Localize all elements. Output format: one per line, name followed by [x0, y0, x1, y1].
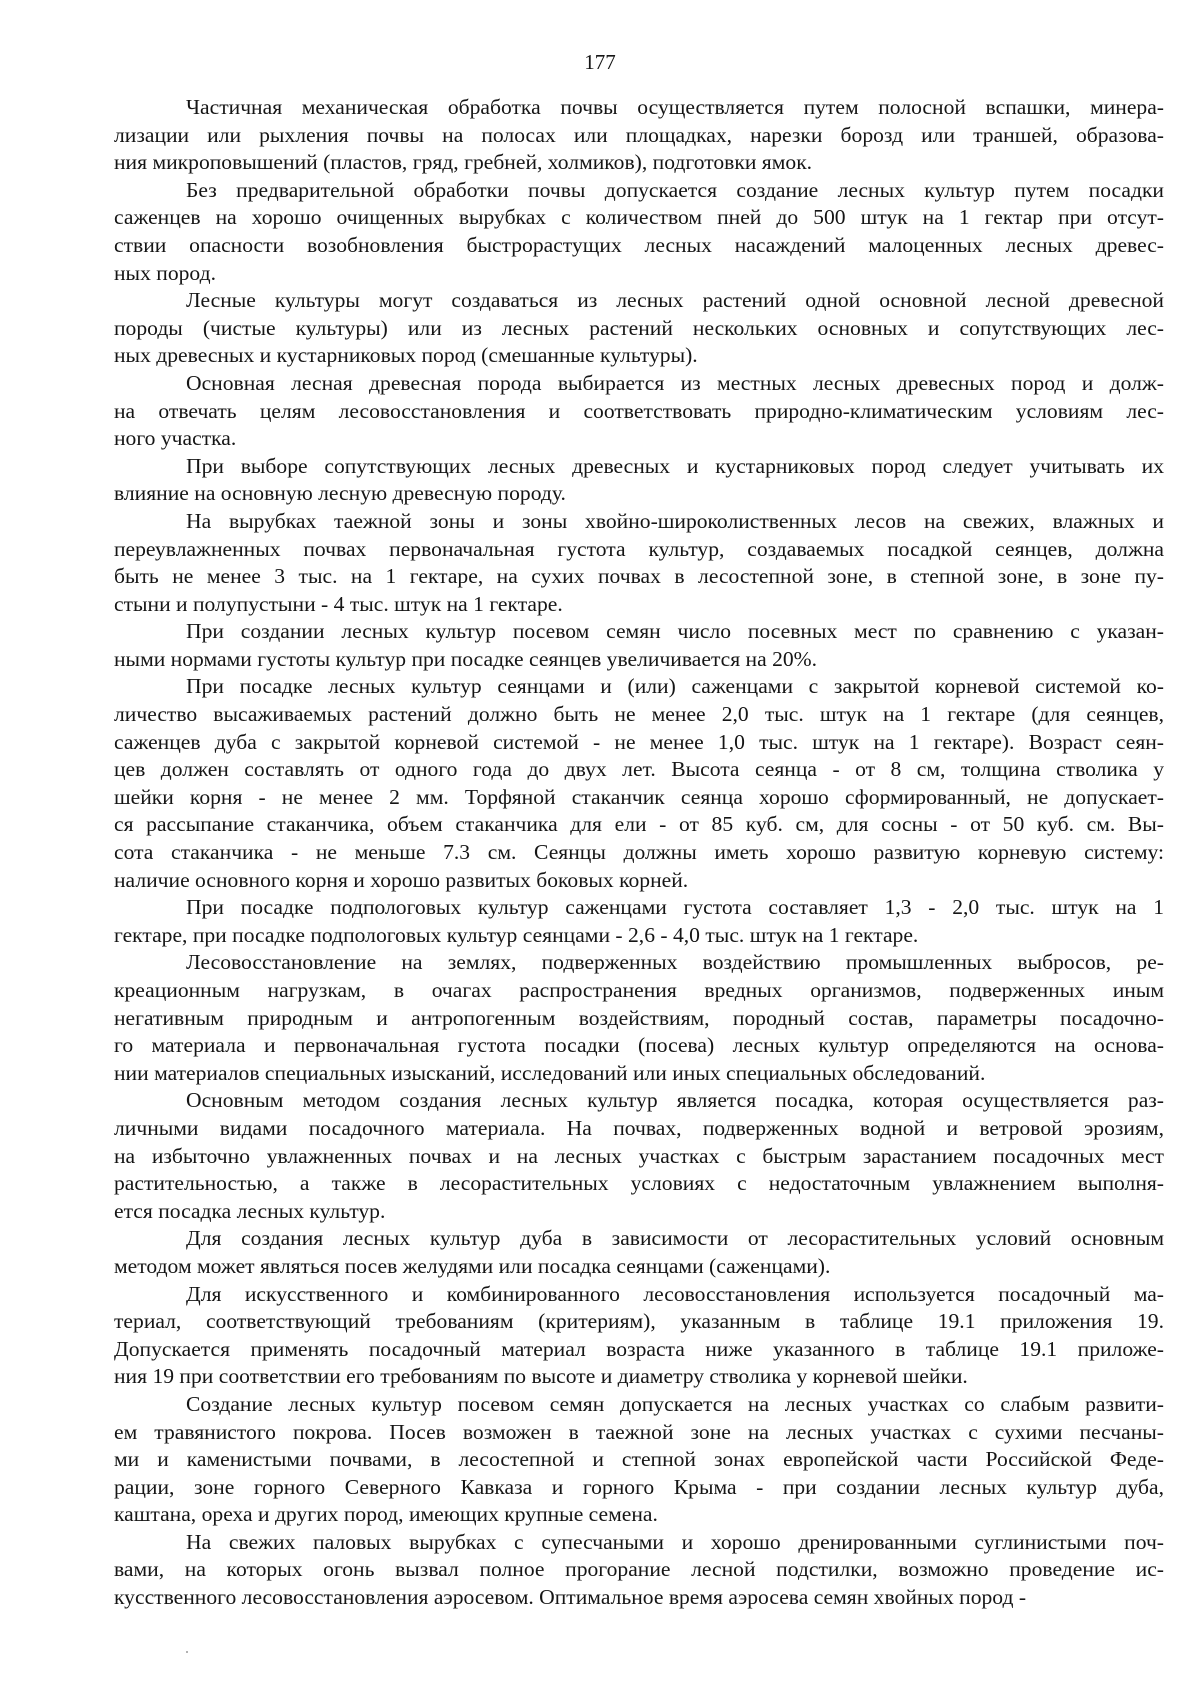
text-line: переувлажненных почвах первоначальная густота культур, создаваемых посадкой сеянцев, должна	[114, 536, 1164, 561]
text-line: личество высаживаемых растений должно быть не менее 2,0 тыс. штук на 1 гектаре (для сеянцев,	[114, 702, 1164, 727]
text-line: ем травянистого покрова. Посев возможен в таежной зоне на лесных участках с сухими песчаны-	[114, 1419, 1164, 1444]
text-line: териал, соответствующий требованиям (критериям), указанным в таблице 19.1 приложения 19.	[114, 1309, 1164, 1334]
text-line: На вырубках таежной зоны и зоны хвойно-широколиственных лесов на свежих, влажных и	[186, 508, 1164, 533]
paragraph	[114, 949, 1164, 1087]
text-line: на отвечать целям лесовосстановления и соответствовать природно-климатическим условиям лес-	[114, 398, 1164, 423]
paragraph	[114, 1529, 1164, 1612]
paragraph	[114, 673, 1164, 894]
text-line: ния микроповышений (пластов, гряд, гребней, холмиков), подготовки ямок.	[114, 150, 813, 175]
text-line: породы (чистые культуры) или из лесных растений нескольких основных и сопутствующих лес-	[114, 315, 1164, 340]
text-line: саженцев на хорошо очищенных вырубках с количеством пней до 500 штук на 1 гектар при отсут-	[114, 205, 1164, 230]
text-line: Для искусственного и комбинированного лесовосстановления используется посадочный ма-	[186, 1281, 1164, 1306]
text-line: ми и каменистыми почвами, в лесостепной и степной зонах европейской части Российской Феде-	[114, 1447, 1164, 1472]
text-line: ния 19 при соответствии его требованиям по высоте и диаметру стволика у корневой шейки.	[114, 1364, 968, 1389]
text-line: При выборе сопутствующих лесных древесных и кустарниковых пород следует учитывать их	[186, 453, 1164, 478]
paragraph	[114, 287, 1164, 370]
text-line: шейки корня - не менее 2 мм. Торфяной стаканчик сеянца хорошо сформированный, не допускает-	[114, 784, 1164, 809]
text-line: нии материалов специальных изысканий, исследований или иных специальных обследований.	[114, 1060, 986, 1085]
paragraph	[114, 508, 1164, 618]
text-line: Допускается применять посадочный материал возраста ниже указанного в таблице 19.1 приложе-	[114, 1336, 1164, 1361]
text-line: негативным природным и антропогенным воздействиям, породный состав, параметры посадочно-	[114, 1005, 1164, 1030]
text-line: ного участка.	[114, 426, 237, 451]
text-line: Создание лесных культур посевом семян допускается на лесных участках со слабым развити-	[186, 1391, 1164, 1416]
text-line: При создании лесных культур посевом семян число посевных мест по сравнению с указан-	[186, 619, 1164, 644]
text-line: каштана, ореха и других пород, имеющих крупные семена.	[114, 1502, 658, 1527]
text-line: лизации или рыхления почвы на полосах или площадках, нарезки борозд или траншей, образова-	[114, 122, 1164, 147]
paragraph	[114, 177, 1164, 287]
text-line: наличие основного корня и хорошо развитых боковых корней.	[114, 867, 689, 892]
paragraph	[114, 370, 1164, 453]
text-line: вами, на которых огонь вызвал полное прогорание лесной подстилки, возможно проведение ис-	[114, 1557, 1164, 1582]
paragraph	[114, 618, 1164, 673]
paragraph	[114, 894, 1164, 949]
text-line: ных пород.	[114, 260, 216, 285]
text-line: сота стаканчика - не меньше 7.3 см. Сеянцы должны иметь хорошо развитую корневую систему:	[114, 840, 1164, 865]
text-line: Частичная механическая обработка почвы осуществляется путем полосной вспашки, минера-	[186, 95, 1164, 119]
paragraph	[114, 1087, 1164, 1225]
text-line: На свежих паловых вырубках с супесчаными и хорошо дренированными суглинистыми поч-	[186, 1529, 1164, 1554]
text-line: Лесовосстановление на землях, подверженных воздействию промышленных выбросов, ре-	[186, 950, 1164, 975]
text-line: растительностью, а также в лесорастительных условиях с недостаточным увлажнением выполня-	[114, 1171, 1164, 1196]
paragraph	[114, 94, 1164, 177]
text-line: быть не менее 3 тыс. на 1 гектаре, на сухих почвах в лесостепной зоне, в степной зоне, в зоне пу-	[114, 564, 1164, 589]
text-line: влияние на основную лесную древесную породу.	[114, 481, 566, 506]
text-line: ных древесных и кустарниковых пород (смешанные культуры).	[114, 343, 698, 368]
text-line: Лесные культуры могут создаваться из лесных растений одной основной лесной древесной	[186, 288, 1164, 313]
text-line: го материала и первоначальная густота посадки (посева) лесных культур определяются на основа-	[114, 1033, 1164, 1058]
text-line: Основная лесная древесная порода выбирается из местных лесных древесных пород и долж-	[186, 370, 1164, 395]
paragraph	[114, 1225, 1164, 1280]
text-line: Основным методом создания лесных культур является посадка, которая осуществляется раз-	[186, 1088, 1164, 1113]
text-line: Без предварительной обработки почвы допускается создание лесных культур путем посадки	[186, 177, 1164, 202]
text-line: рации, зоне горного Северного Кавказа и горного Крыма - при создании лесных культур дуба,	[114, 1474, 1164, 1499]
text-line: на избыточно увлажненных почвах и на лесных участках с быстрым зарастанием посадочных мест	[114, 1143, 1164, 1168]
text-line: креационным нагрузкам, в очагах распространения вредных организмов, подверженных иным	[114, 978, 1164, 1002]
text-line: ными нормами густоты культур при посадке сеянцев увеличивается на 20%.	[114, 646, 818, 671]
text-line: ся рассыпание стаканчика, объем стаканчика для ели - от 85 куб. см, для сосны - от 50 куб. см. Вы-	[114, 812, 1164, 837]
paragraph	[114, 453, 1164, 508]
scan-artifact	[186, 1651, 188, 1653]
text-line: ется посадка лесных культур.	[114, 1198, 386, 1223]
text-line: гектаре, при посадке подпологовых культур сеянцами - 2,6 - 4,0 тыс. штук на 1 гектаре.	[114, 922, 919, 947]
paragraph	[114, 1281, 1164, 1391]
text-line: Для создания лесных культур дуба в зависимости от лесорастительных условий основным	[186, 1226, 1164, 1251]
body-text	[114, 94, 1164, 1612]
text-line: При посадке лесных культур сеянцами и (или) саженцами с закрытой корневой системой ко-	[186, 674, 1164, 699]
text-line: ствии опасности возобновления быстрорастущих лесных насаждений малоценных лесных древес-	[114, 232, 1164, 257]
text-line: цев должен составлять от одного года до двух лет. Высота сеянца - от 8 см, толщина стволика у	[114, 757, 1164, 782]
paragraph	[114, 1391, 1164, 1529]
page-number: 177	[584, 50, 616, 74]
text-line: личными видами посадочного материала. На почвах, подверженных водной и ветровой эрозиям,	[114, 1115, 1164, 1140]
text-line: стыни и полупустыни - 4 тыс. штук на 1 гектаре.	[114, 591, 563, 616]
text-line: кусственного лесовосстановления аэросевом. Оптимальное время аэросева семян хвойных пород -	[114, 1585, 1027, 1610]
text-line: саженцев дуба с закрытой корневой системой - не менее 1,0 тыс. штук на 1 гектаре). Возраст сеян-	[114, 729, 1164, 754]
text-line: При посадке подпологовых культур саженцами густота составляет 1,3 - 2,0 тыс. штук на 1	[186, 895, 1164, 920]
text-line: методом может являться посев желудями или посадка сеянцами (саженцами).	[114, 1253, 831, 1278]
